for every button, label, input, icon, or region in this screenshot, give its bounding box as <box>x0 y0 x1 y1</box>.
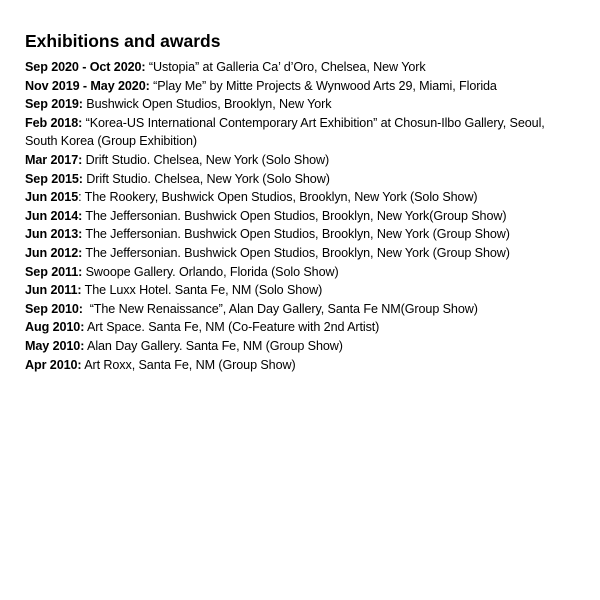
exhibition-entry <box>25 207 590 226</box>
exhibition-entry <box>25 151 590 170</box>
entry-date: Feb 2018: <box>25 115 83 130</box>
entry-text: “The New Renaissance”, Alan Day Gallery, Santa Fe NM(Group Show) <box>82 301 478 316</box>
entry-text: Swoope Gallery. Orlando, Florida (Solo Show) <box>82 264 339 279</box>
entry-date: Nov 2019 - May 2020: <box>25 78 150 93</box>
exhibition-entry <box>25 356 590 375</box>
exhibition-entry <box>25 318 590 337</box>
exhibition-entry <box>25 300 590 319</box>
entry-date: Jun 2014: <box>25 208 83 223</box>
entry-date: Sep 2015: <box>25 171 83 186</box>
entry-date: Mar 2017: <box>25 152 83 167</box>
section-heading: Exhibitions and awards <box>25 31 221 51</box>
exhibitions-list <box>25 58 590 374</box>
entry-date: Aug 2010: <box>25 320 85 335</box>
entry-date: Sep 2019: <box>25 97 83 112</box>
exhibitions-document <box>25 30 590 374</box>
entry-text: Bushwick Open Studios, Brooklyn, New York <box>82 97 332 112</box>
entry-date: Jun 2011: <box>25 283 82 298</box>
exhibition-entry <box>25 77 565 96</box>
exhibition-entry <box>25 58 590 77</box>
exhibition-entry <box>25 244 590 263</box>
entry-date: Jun 2013: <box>25 227 83 242</box>
entry-date: Jun 2015 <box>25 190 79 205</box>
entry-text: Drift Studio. Chelsea, New York (Solo Show) <box>82 152 330 167</box>
exhibition-entry <box>25 225 590 244</box>
entry-text: The Jeffersonian. Bushwick Open Studios, Brooklyn, New York (Group Show) <box>82 245 510 260</box>
exhibition-entry <box>25 170 590 189</box>
entry-date: May 2010: <box>25 338 85 353</box>
entry-date: Sep 2020 - Oct 2020: <box>25 60 146 74</box>
entry-text: The Luxx Hotel. Santa Fe, NM (Solo Show) <box>81 283 323 298</box>
entry-date: Sep 2010: <box>25 301 83 316</box>
exhibition-entry <box>25 263 590 282</box>
entry-text: Art Roxx, Santa Fe, NM (Group Show) <box>81 357 296 372</box>
entry-text: The Jeffersonian. Bushwick Open Studios, Brooklyn, New York(Group Show) <box>82 208 507 223</box>
exhibition-entry <box>25 281 590 300</box>
entry-text: Art Space. Santa Fe, NM (Co-Feature with 2nd Artist) <box>84 320 380 335</box>
entry-text: “Ustopia” at Galleria Ca’ d’Oro, Chelsea, New York <box>145 60 426 74</box>
entry-date: Sep 2011: <box>25 264 83 279</box>
exhibition-entry <box>25 95 590 114</box>
entry-date: Jun 2012: <box>25 245 83 260</box>
exhibition-entry <box>25 114 565 151</box>
entry-text: “Korea-US International Contemporary Art Exhibition” at Chosun-Ilbo Gallery, Seoul, South Korea (Group Exhibition) <box>25 115 545 149</box>
exhibition-entry <box>25 337 590 356</box>
exhibition-entry <box>25 188 590 207</box>
entry-text: “Play Me” by Mitte Projects & Wynwood Arts 29, Miami, Florida <box>149 78 497 93</box>
entry-date: Apr 2010: <box>25 357 82 372</box>
entry-text: The Jeffersonian. Bushwick Open Studios, Brooklyn, New York (Group Show) <box>82 227 510 242</box>
entry-text: Alan Day Gallery. Santa Fe, NM (Group Show) <box>84 338 343 353</box>
entry-text: Drift Studio. Chelsea, New York (Solo Show) <box>82 171 330 186</box>
entry-text: : The Rookery, Bushwick Open Studios, Brooklyn, New York (Solo Show) <box>78 190 478 205</box>
